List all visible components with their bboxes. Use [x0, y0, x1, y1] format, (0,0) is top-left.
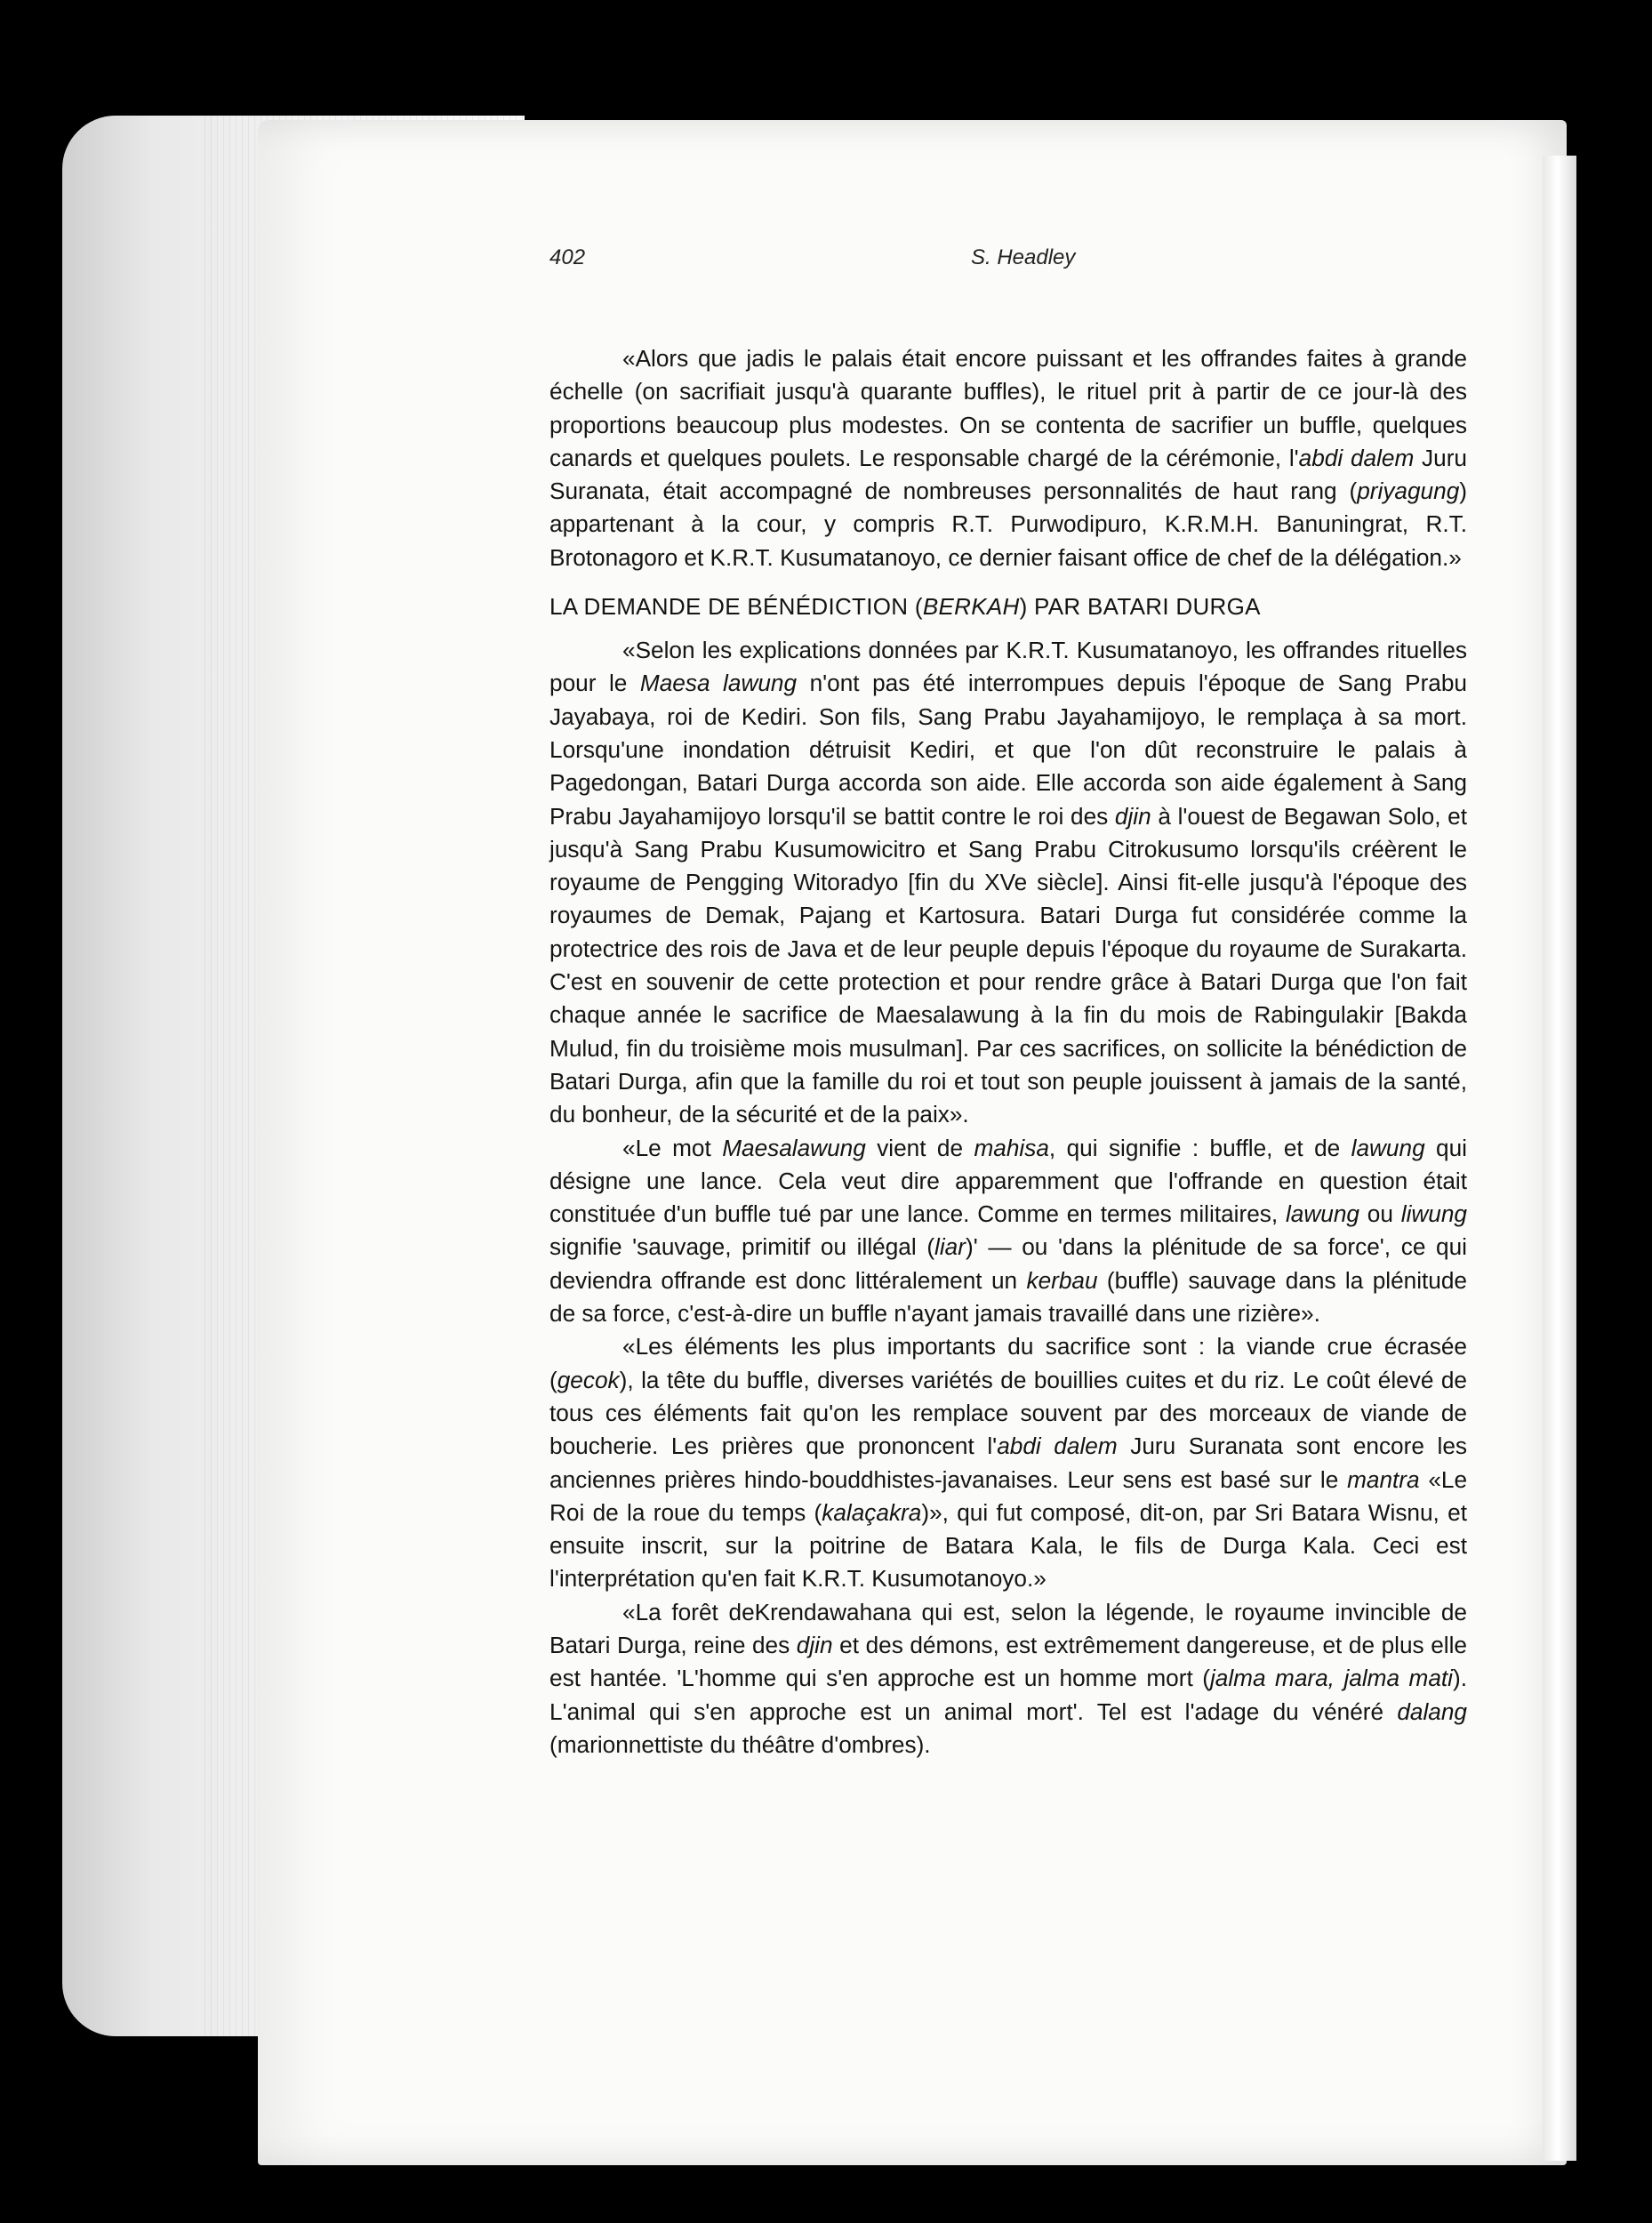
italic-run: abdi dalem [997, 1433, 1118, 1460]
text-run: (marionnettiste du théâtre d'ombres). [549, 1730, 931, 1758]
text-run: «Les éléments les plus importants du sacrifice sont : la viande crue écrasée ( [549, 1333, 1467, 1393]
text-run: «Le mot [622, 1134, 723, 1161]
page-right-edge [1543, 156, 1576, 2161]
italic-run: lawung [1351, 1134, 1425, 1161]
section-heading [549, 590, 1467, 623]
italic-run: liar [934, 1233, 966, 1261]
text-run: ) appartenant à la cour, y compris R.T. Purwodipuro, K.R.M.H. Banuningrat, R.T. Brotonagoro et K.R.T. Kusumatanoyo, ce dernier faisant office de chef de la délégation.» [549, 478, 1467, 571]
text-run: à l'ouest de Begawan Solo, et jusqu'à Sang Prabu Kusumowicitro et Sang Prabu Citrokusumo lorsqu'ils créèrent le royaume de Pengging Witoradyo [fin du XVe siècle]. Ainsi fit-elle jusqu'à l'époque des royaumes de Demak, Pajang et Kartosura. Batari Durga fut considérée comme la protectrice des rois de Java et de leur peuple depuis l'époque du royaume de Surakarta. C'est en souvenir de cette protection et pour rendre grâce à Batari Durga que l'on fait chaque année le sacrifice de Maesalawung à la fin du mois de Rabingulakir [Bakda Mulud, fin du troisième mois musulman]. Par ces sacrifices, on sollicite la bénédiction de Batari Durga, afin que la famille du roi et tout son peuple jouissent à jamais de la santé, du bonheur, de la sécurité et de la paix». [549, 802, 1467, 1128]
text-run: (buffle) sauvage dans la plénitude de sa force, c'est-à-dire un buffle n'ayant jamais travaillé dans une rizière». [549, 1266, 1467, 1328]
text-run: Juru Suranata, était accompagné de nombreuses personnalités de haut rang ( [549, 444, 1467, 505]
text-run: «Le Roi de la roue du temps ( [549, 1465, 1468, 1526]
italic-run: abdi dalem [1298, 444, 1415, 471]
italic-run: mahisa [974, 1134, 1049, 1161]
text-run: , qui signifie : buffle, et de [1048, 1134, 1351, 1161]
text-run: qui désigne une lance. Cela veut dire apparemment que l'offrande en question était constituée d'un buffle tué par une lance. Comme en termes militaires, [549, 1134, 1467, 1228]
heading-text-italic: BERKAH [922, 593, 1020, 621]
paragraph [549, 634, 1467, 1131]
text-run: «Alors que jadis le palais était encore puissant et les offrandes faites à grande échelle (on sacrifiait jusqu'à quarante buffles), le rituel prit à partir de ce jour-là des proportions beaucoup plus modestes. On se contenta de sacrifier un buffle, quelques canards et quelques poulets. Le responsable chargé de la cérémonie, l' [549, 345, 1467, 471]
running-head-author: S. Headley [971, 245, 1076, 269]
text-run: «La forêt deKrendawahana qui est, selon la légende, le royaume invincible de Batari Durga, reine des [549, 1598, 1467, 1658]
italic-run: lawung [1285, 1200, 1359, 1228]
text-run: Juru Suranata sont encore les anciennes prières hindo-bouddhistes-javanaises. Leur sens est basé sur le [549, 1433, 1467, 1493]
paragraph [549, 1132, 1467, 1331]
italic-run: liwung [1400, 1200, 1467, 1228]
text-run: )», qui fut composé, dit-on, par Sri Batara Wisnu, et ensuite inscrit, sur la poitrine de Batara Kala, le fils de Durga Kala. Ceci est l'interprétation qu'en fait K.R.T. Kusumotanoyo.» [549, 1498, 1467, 1593]
text-run: )' — ou 'dans la plénitude de sa force', ce qui deviendra offrande est donc littéralement un [549, 1233, 1467, 1294]
italic-run: Maesalawung [722, 1134, 866, 1161]
italic-run: gecok [557, 1366, 620, 1393]
italic-run: kerbau [1026, 1266, 1098, 1294]
italic-run: jalma mara, jalma mati [1209, 1665, 1453, 1692]
text-run: ou [1359, 1200, 1401, 1228]
text-run: et des démons, est extrêmement dangereuse, et de plus elle est hantée. 'L'homme qui s'en approche est un homme mort ( [549, 1631, 1467, 1692]
heading-text-end: ) PAR BATARI DURGA [1019, 593, 1261, 621]
italic-run: Maesa lawung [639, 670, 798, 697]
italic-run: djin [1114, 802, 1151, 830]
italic-run: djin [796, 1631, 833, 1658]
body-text [549, 342, 1467, 1762]
paragraph [549, 342, 1467, 574]
italic-run: dalang [1397, 1697, 1467, 1725]
running-head [549, 245, 1474, 277]
text-run: ). L'animal qui s'en approche est un animal mort'. Tel est l'adage du vénéré [549, 1665, 1467, 1725]
paragraph [549, 1596, 1467, 1762]
italic-run: mantra [1347, 1465, 1420, 1493]
paragraph [549, 1330, 1467, 1595]
text-run: «Selon les explications données par K.R.T. Kusumatanoyo, les offrandes rituelles pour le [549, 637, 1467, 697]
text-run: signifie 'sauvage, primitif ou illégal ( [549, 1233, 935, 1261]
italic-run: kalaçakra [822, 1498, 922, 1526]
page-number: 402 [549, 245, 586, 269]
text-run: ), la tête du buffle, diverses variétés de bouillies cuites et du riz. Le coût élevé de tous ces éléments fait qu'on les remplace souvent par des morceaux de viande de boucherie. Les prières que prononcent l' [549, 1366, 1467, 1460]
heading-text-start: LA DEMANDE DE BÉNÉDICTION ( [549, 593, 923, 621]
italic-run: priyagung [1357, 478, 1460, 505]
text-run: vient de [865, 1134, 974, 1161]
text-run: n'ont pas été interrompues depuis l'époque de Sang Prabu Jayabaya, roi de Kediri. Son fils, Sang Prabu Jayahamijoyo, le remplaça à sa mort. Lorsqu'une inondation détruisit Kediri, et que l'on dût reconstruire le palais à Pagedongan, Batari Durga accorda son aide. Elle accorda son aide également à Sang Prabu Jayahamijoyo lorsqu'il se battit contre le roi des [549, 670, 1467, 830]
